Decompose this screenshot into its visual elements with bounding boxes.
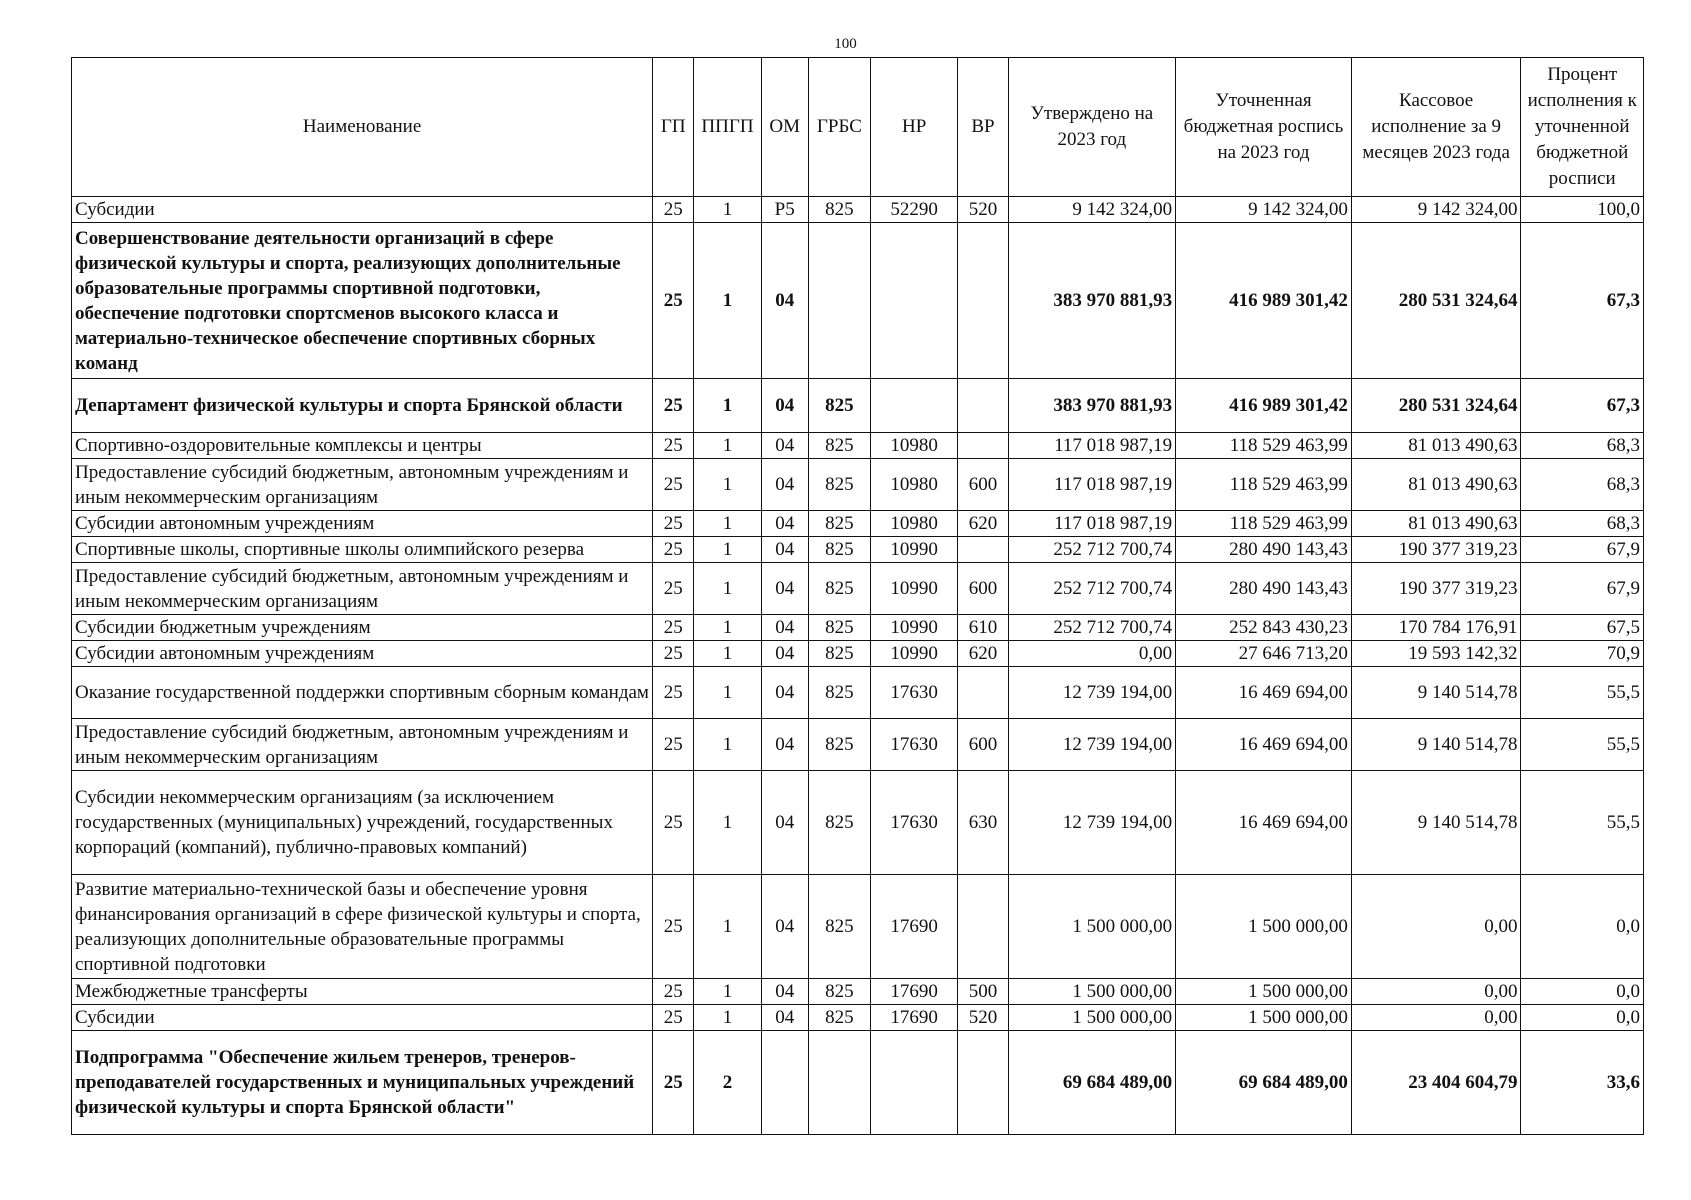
cell-approved: 1 500 000,00 [1008,1005,1176,1031]
cell-om: 04 [761,771,808,875]
cell-cash: 170 784 176,91 [1351,615,1521,641]
table-row [72,1031,1644,1135]
cell-refined: 16 469 694,00 [1176,771,1352,875]
cell-vr [958,379,1008,433]
table-row [72,641,1644,667]
cell-ppgp: 2 [694,1031,761,1135]
cell-percent: 68,3 [1521,459,1644,511]
cell-cash: 81 013 490,63 [1351,459,1521,511]
cell-ppgp: 1 [694,875,761,979]
cell-vr: 620 [958,511,1008,537]
cell-approved: 69 684 489,00 [1008,1031,1176,1135]
cell-gp: 25 [653,1031,694,1135]
header-approved: Утверждено на 2023 год [1008,58,1176,197]
cell-percent: 0,0 [1521,1005,1644,1031]
cell-approved: 12 739 194,00 [1008,719,1176,771]
table-row [72,459,1644,511]
cell-ppgp: 1 [694,641,761,667]
cell-om: P5 [761,197,808,223]
cell-grbs: 825 [808,563,870,615]
cell-om: 04 [761,1005,808,1031]
cell-percent: 55,5 [1521,667,1644,719]
table-row [72,537,1644,563]
cell-grbs: 825 [808,197,870,223]
cell-np: 10980 [871,459,958,511]
cell-grbs: 825 [808,875,870,979]
cell-ppgp: 1 [694,197,761,223]
cell-np: 17690 [871,979,958,1005]
cell-refined: 9 142 324,00 [1176,197,1352,223]
budget-execution-table [71,57,1644,1135]
cell-ppgp: 1 [694,459,761,511]
cell-approved: 252 712 700,74 [1008,615,1176,641]
cell-name: Субсидии [72,197,653,223]
cell-om: 04 [761,667,808,719]
cell-cash: 9 142 324,00 [1351,197,1521,223]
cell-grbs: 825 [808,615,870,641]
cell-om: 04 [761,719,808,771]
cell-ppgp: 1 [694,719,761,771]
cell-np [871,223,958,379]
header-vr: ВР [958,58,1008,197]
cell-name: Предоставление субсидий бюджетным, автономным учреждениям и иным некоммерческим организациям [72,563,653,615]
cell-refined: 1 500 000,00 [1176,875,1352,979]
cell-cash: 190 377 319,23 [1351,563,1521,615]
cell-name: Спортивно-оздоровительные комплексы и центры [72,433,653,459]
cell-name: Субсидии бюджетным учреждениям [72,615,653,641]
cell-grbs: 825 [808,379,870,433]
cell-refined: 1 500 000,00 [1176,979,1352,1005]
cell-name: Предоставление субсидий бюджетным, автономным учреждениям и иным некоммерческим организациям [72,719,653,771]
cell-grbs: 825 [808,433,870,459]
cell-grbs: 825 [808,719,870,771]
cell-ppgp: 1 [694,1005,761,1031]
table-row [72,223,1644,379]
header-name: Наименование [72,58,653,197]
cell-percent: 67,3 [1521,379,1644,433]
cell-gp: 25 [653,223,694,379]
cell-ppgp: 1 [694,667,761,719]
cell-gp: 25 [653,563,694,615]
cell-cash: 0,00 [1351,1005,1521,1031]
cell-percent: 55,5 [1521,719,1644,771]
cell-ppgp: 1 [694,563,761,615]
header-np: НР [871,58,958,197]
cell-gp: 25 [653,979,694,1005]
cell-vr: 600 [958,459,1008,511]
cell-name: Совершенствование деятельности организаций в сфере физической культуры и спорта, реализующих дополнительные образовательные программы спортивной подготовки, обеспечение подготовки спортсменов высокого класса и материально-техническое обеспечение спортивных сборных команд [72,223,653,379]
cell-gp: 25 [653,511,694,537]
cell-approved: 12 739 194,00 [1008,771,1176,875]
cell-cash: 0,00 [1351,979,1521,1005]
cell-om: 04 [761,563,808,615]
cell-np: 17630 [871,771,958,875]
cell-vr [958,667,1008,719]
cell-np: 52290 [871,197,958,223]
cell-gp: 25 [653,875,694,979]
table-row [72,979,1644,1005]
cell-refined: 1 500 000,00 [1176,1005,1352,1031]
cell-vr: 600 [958,563,1008,615]
table-header-row [72,58,1644,197]
cell-percent: 67,9 [1521,537,1644,563]
cell-vr [958,537,1008,563]
table-row [72,771,1644,875]
header-cash: Кассовое исполнение за 9 месяцев 2023 года [1351,58,1521,197]
cell-refined: 280 490 143,43 [1176,537,1352,563]
cell-ppgp: 1 [694,223,761,379]
cell-np: 17630 [871,719,958,771]
cell-np [871,1031,958,1135]
cell-cash: 9 140 514,78 [1351,667,1521,719]
cell-name: Субсидии автономным учреждениям [72,641,653,667]
cell-cash: 9 140 514,78 [1351,719,1521,771]
cell-ppgp: 1 [694,433,761,459]
cell-vr: 620 [958,641,1008,667]
cell-om: 04 [761,511,808,537]
cell-refined: 27 646 713,20 [1176,641,1352,667]
cell-vr: 520 [958,1005,1008,1031]
cell-np: 10990 [871,641,958,667]
header-percent: Процент исполнения к уточненной бюджетной росписи [1521,58,1644,197]
table-row [72,197,1644,223]
cell-grbs: 825 [808,771,870,875]
cell-name: Оказание государственной поддержки спортивным сборным командам [72,667,653,719]
cell-name: Подпрограмма "Обеспечение жильем тренеров, тренеров-преподавателей государственных и муниципальных учреждений физической культуры и спорта Брянской области" [72,1031,653,1135]
cell-cash: 280 531 324,64 [1351,379,1521,433]
cell-np: 10980 [871,433,958,459]
header-ppgp: ППГП [694,58,761,197]
cell-vr: 500 [958,979,1008,1005]
cell-percent: 55,5 [1521,771,1644,875]
cell-vr: 520 [958,197,1008,223]
cell-om: 04 [761,223,808,379]
cell-refined: 118 529 463,99 [1176,459,1352,511]
cell-refined: 16 469 694,00 [1176,667,1352,719]
cell-gp: 25 [653,197,694,223]
cell-refined: 16 469 694,00 [1176,719,1352,771]
cell-gp: 25 [653,771,694,875]
cell-name: Департамент физической культуры и спорта Брянской области [72,379,653,433]
table-row [72,379,1644,433]
cell-approved: 12 739 194,00 [1008,667,1176,719]
cell-gp: 25 [653,379,694,433]
cell-gp: 25 [653,537,694,563]
cell-grbs: 825 [808,667,870,719]
cell-cash: 19 593 142,32 [1351,641,1521,667]
cell-vr: 630 [958,771,1008,875]
cell-vr: 600 [958,719,1008,771]
cell-approved: 117 018 987,19 [1008,511,1176,537]
cell-grbs: 825 [808,979,870,1005]
cell-vr [958,1031,1008,1135]
cell-ppgp: 1 [694,979,761,1005]
cell-gp: 25 [653,641,694,667]
cell-percent: 0,0 [1521,875,1644,979]
cell-vr [958,223,1008,379]
cell-cash: 0,00 [1351,875,1521,979]
cell-percent: 70,9 [1521,641,1644,667]
cell-refined: 118 529 463,99 [1176,511,1352,537]
table-row [72,719,1644,771]
cell-np: 17690 [871,1005,958,1031]
cell-ppgp: 1 [694,615,761,641]
table-row [72,511,1644,537]
cell-refined: 416 989 301,42 [1176,223,1352,379]
cell-percent: 67,9 [1521,563,1644,615]
cell-approved: 383 970 881,93 [1008,379,1176,433]
header-refined: Уточненная бюджетная роспись на 2023 год [1176,58,1352,197]
cell-ppgp: 1 [694,511,761,537]
cell-ppgp: 1 [694,537,761,563]
cell-grbs [808,223,870,379]
cell-vr [958,433,1008,459]
header-om: ОМ [761,58,808,197]
cell-name: Развитие материально-технической базы и обеспечение уровня финансирования организаций в сфере физической культуры и спорта, реализующих дополнительные образовательные программы спортивной подготовки [72,875,653,979]
cell-np: 10990 [871,563,958,615]
cell-approved: 1 500 000,00 [1008,979,1176,1005]
cell-approved: 252 712 700,74 [1008,537,1176,563]
cell-name: Субсидии автономным учреждениям [72,511,653,537]
table-row [72,563,1644,615]
cell-refined: 280 490 143,43 [1176,563,1352,615]
cell-grbs [808,1031,870,1135]
header-gp: ГП [653,58,694,197]
page-number: 100 [834,36,857,52]
cell-approved: 0,00 [1008,641,1176,667]
cell-cash: 81 013 490,63 [1351,433,1521,459]
cell-np: 17630 [871,667,958,719]
cell-om: 04 [761,379,808,433]
cell-name: Субсидии [72,1005,653,1031]
cell-approved: 1 500 000,00 [1008,875,1176,979]
cell-percent: 0,0 [1521,979,1644,1005]
cell-np: 10980 [871,511,958,537]
cell-cash: 280 531 324,64 [1351,223,1521,379]
cell-om [761,1031,808,1135]
cell-percent: 67,5 [1521,615,1644,641]
cell-cash: 9 140 514,78 [1351,771,1521,875]
cell-percent: 68,3 [1521,511,1644,537]
cell-cash: 23 404 604,79 [1351,1031,1521,1135]
cell-grbs: 825 [808,459,870,511]
cell-approved: 117 018 987,19 [1008,459,1176,511]
cell-approved: 383 970 881,93 [1008,223,1176,379]
cell-name: Межбюджетные трансферты [72,979,653,1005]
cell-percent: 67,3 [1521,223,1644,379]
cell-om: 04 [761,875,808,979]
cell-name: Субсидии некоммерческим организациям (за исключением государственных (муниципальных) учреждений, государственных корпораций (компаний), публично-правовых компаний) [72,771,653,875]
cell-np: 17690 [871,875,958,979]
cell-om: 04 [761,615,808,641]
table-row [72,433,1644,459]
cell-name: Предоставление субсидий бюджетным, автономным учреждениям и иным некоммерческим организациям [72,459,653,511]
cell-approved: 117 018 987,19 [1008,433,1176,459]
cell-refined: 252 843 430,23 [1176,615,1352,641]
cell-percent: 68,3 [1521,433,1644,459]
cell-gp: 25 [653,667,694,719]
cell-refined: 69 684 489,00 [1176,1031,1352,1135]
cell-om: 04 [761,537,808,563]
cell-np: 10990 [871,615,958,641]
cell-grbs: 825 [808,1005,870,1031]
cell-gp: 25 [653,1005,694,1031]
header-grbs: ГРБС [808,58,870,197]
cell-approved: 252 712 700,74 [1008,563,1176,615]
cell-om: 04 [761,459,808,511]
cell-cash: 190 377 319,23 [1351,537,1521,563]
cell-percent: 100,0 [1521,197,1644,223]
table-row [72,667,1644,719]
cell-approved: 9 142 324,00 [1008,197,1176,223]
cell-ppgp: 1 [694,771,761,875]
cell-grbs: 825 [808,537,870,563]
cell-np [871,379,958,433]
table-row [72,875,1644,979]
cell-cash: 81 013 490,63 [1351,511,1521,537]
cell-vr: 610 [958,615,1008,641]
cell-grbs: 825 [808,511,870,537]
cell-name: Спортивные школы, спортивные школы олимпийского резерва [72,537,653,563]
cell-percent: 33,6 [1521,1031,1644,1135]
cell-gp: 25 [653,615,694,641]
cell-grbs: 825 [808,641,870,667]
cell-refined: 416 989 301,42 [1176,379,1352,433]
table-row [72,1005,1644,1031]
cell-vr [958,875,1008,979]
cell-om: 04 [761,641,808,667]
cell-refined: 118 529 463,99 [1176,433,1352,459]
table-row [72,615,1644,641]
cell-om: 04 [761,979,808,1005]
cell-om: 04 [761,433,808,459]
cell-gp: 25 [653,719,694,771]
cell-ppgp: 1 [694,379,761,433]
cell-gp: 25 [653,459,694,511]
cell-gp: 25 [653,433,694,459]
cell-np: 10990 [871,537,958,563]
